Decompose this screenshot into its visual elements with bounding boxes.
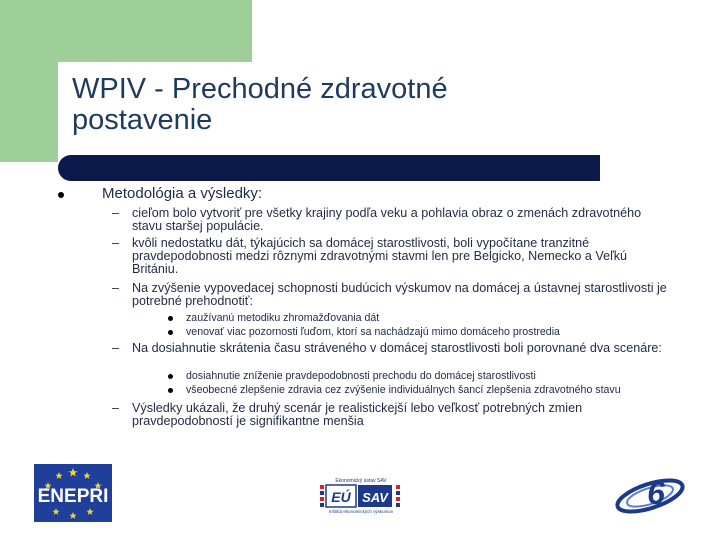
title-line-1: WPIV - Prechodné zdravotné [72,73,448,105]
list-item-text: Na dosiahnutie skrátenia času stráveného v domácej starostlivosti boli porovnané dva scenáre: [132,341,662,355]
bullet-dot-icon [168,374,173,379]
sav-logo-top-text: Ekonomický ústav SAV [335,478,387,484]
sav-logo-left-text: EÚ [331,489,351,505]
fp6-logo-text: 6 [647,475,665,511]
sav-logo-bottom-text: Inštitút ekonomických výskumov [328,509,394,514]
sub-list-item-text: dosiahnutie zníženie pravdepodobnosti prechodu do domácej starostlivosti [186,370,536,382]
dash-icon: – [112,281,120,295]
title-underline-bar [58,155,600,181]
sav-logo-right-text: SAV [362,490,388,505]
bullet-dot-icon [168,316,173,321]
bullet-dot-icon [168,330,173,335]
dash-icon: – [112,401,120,415]
title-line-2: postavenie [72,104,213,136]
dash-icon: – [112,341,120,355]
enepri-logo [34,464,112,522]
sub-list-item-text: venovať viac pozornosti ľuďom, ktorí sa nachádzajú mimo domáceho prostredia [186,326,560,338]
sub-list-item-text: zaužívanú metodiku zhromažďovania dát [186,312,380,324]
fp6-logo [612,474,688,514]
bullet-heading: Metodológia a výsledky: [102,185,263,202]
sub-list-item-text: všeobecné zlepšenie zdravia cez zvýšenie individuálnych šancí zlepšenia zdravotného stavu [186,384,621,396]
enepri-logo-text: ENEPRI [37,486,109,507]
list-item-text: Na zvýšenie vypovedacej schopnosti budúcich výskumov na domácej a ústavnej starostlivosti je potrebné prehodnotiť: [132,281,667,308]
dash-icon: – [112,236,120,250]
dash-icon: – [112,206,120,220]
slide-title [72,74,448,136]
bullet-dot-icon [168,388,173,393]
list-item-text: cieľom bolo vytvoriť pre všetky krajiny podľa veku a pohlavia obraz o zmenách zdravotného stavu staršej populácie. [132,206,642,233]
list-item-text: kvôli nedostatku dát, týkajúcich sa domácej starostlivosti, boli vypočítane tranzitné pravdepodobnosti medzi rôznymi zdravotnými stavmi len pre Belgicko, Nemecko a Veľkú Britániu. [132,236,628,276]
eu-sav-logo [318,476,404,514]
list-item-text: Výsledky ukázali, že druhý scenár je realistickejší lebo veľkosť potrebných zmien pravdepodobností je signifikantne menšia [132,401,583,428]
bullet-dot-icon [58,192,64,198]
